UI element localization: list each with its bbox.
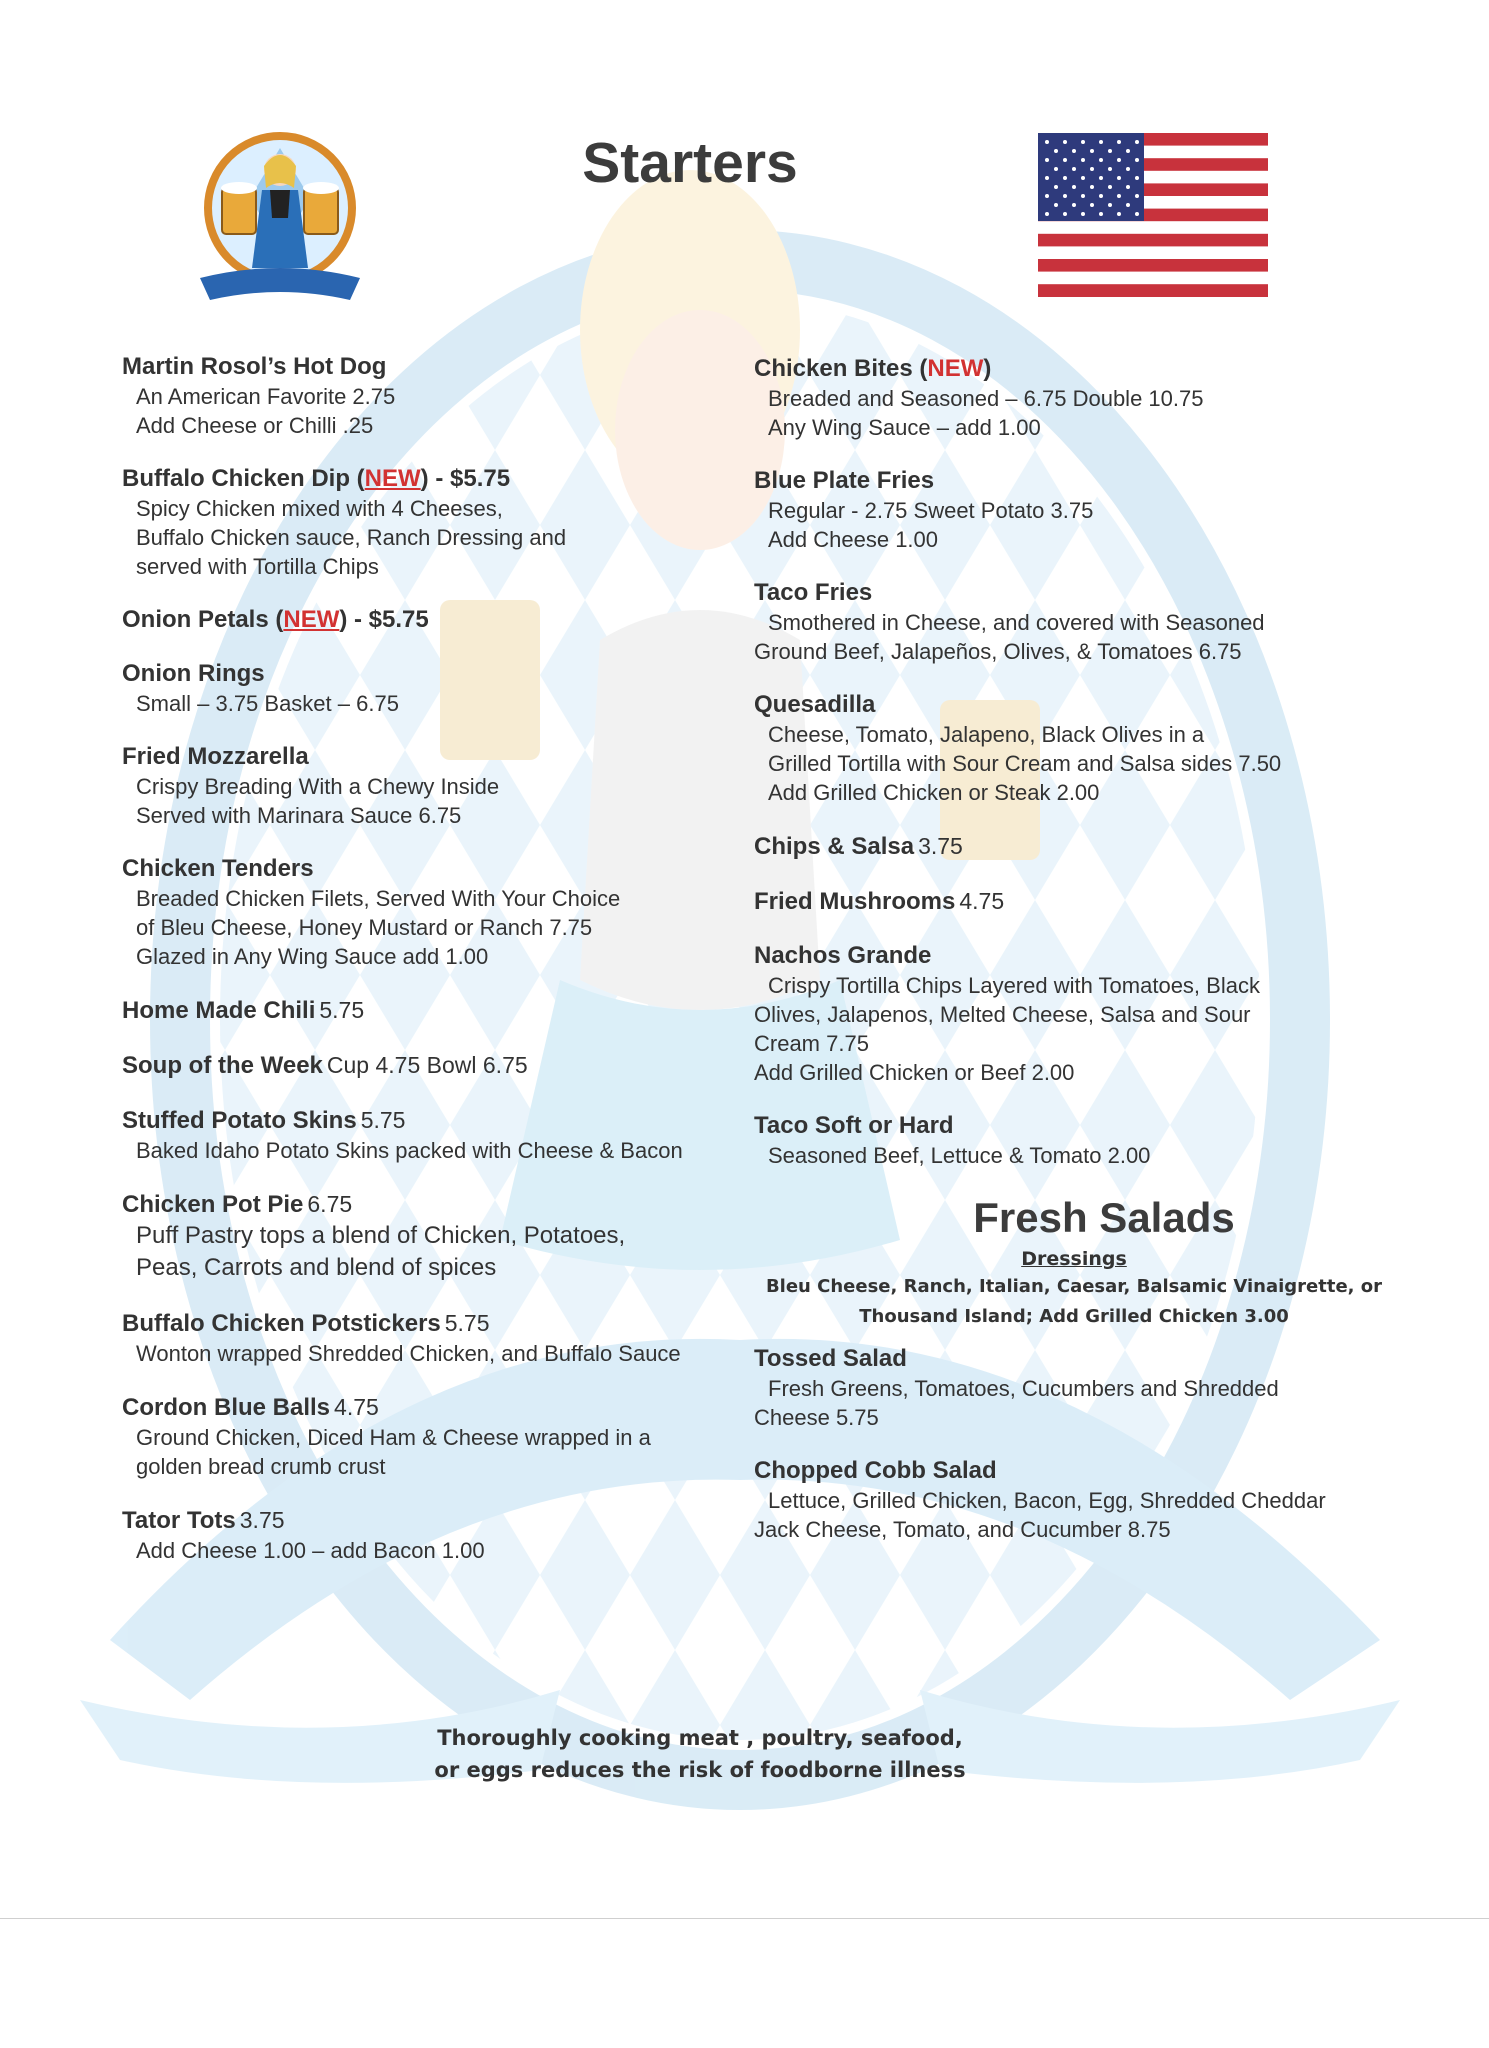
item-desc: Olives, Jalapenos, Melted Cheese, Salsa and Sour (754, 1002, 1251, 1027)
starters-left-column (122, 352, 762, 1589)
menu-item-buffalo-chicken-dip (122, 464, 762, 581)
item-name: Chicken Bites (NEW) (754, 355, 992, 382)
item-price: 4.75 (334, 1394, 379, 1420)
item-desc: Small – 3.75 Basket – 6.75 (136, 691, 399, 716)
menu-item-onion-petals (122, 605, 762, 635)
item-name: Chicken Tenders (122, 855, 314, 882)
menu-item-buffalo-chicken-potstickers (122, 1308, 762, 1368)
menu-item-nachos-grande (754, 941, 1394, 1087)
menu-item-chips-and-salsa (754, 831, 1394, 862)
item-desc: Cream 7.75 (754, 1031, 869, 1056)
menu-item-tossed-salad (754, 1344, 1394, 1432)
dressings-list: Bleu Cheese, Ranch, Italian, Caesar, Balsamic Vinaigrette, or Thousand Island; Add Grilled Chicken 3.00 (765, 1276, 1383, 1327)
new-badge: NEW (364, 465, 421, 492)
menu-item-stuffed-potato-skins (122, 1105, 762, 1165)
item-name: Stuffed Potato Skins 5.75 (122, 1107, 406, 1134)
item-desc: Regular - 2.75 Sweet Potato 3.75 (768, 498, 1094, 523)
item-desc: Add Cheese 1.00 (768, 527, 939, 552)
item-price: 6.75 (307, 1191, 353, 1217)
item-price: 5.75 (360, 1107, 406, 1133)
starters-right-column (754, 354, 1394, 1568)
menu-item-quesadilla (754, 690, 1394, 807)
item-name: Tator Tots 3.75 (122, 1507, 285, 1534)
page-bottom-rule (0, 1918, 1489, 1919)
item-desc: Add Grilled Chicken or Beef 2.00 (754, 1060, 1075, 1085)
menu-item-onion-rings (122, 659, 762, 718)
item-desc: Cheese 5.75 (754, 1405, 879, 1430)
new-badge: NEW (283, 606, 340, 633)
item-name: Home Made Chili 5.75 (122, 997, 365, 1024)
item-desc: Breaded Chicken Filets, Served With Your Choice (136, 886, 621, 911)
item-desc: Served with Marinara Sauce 6.75 (136, 803, 462, 828)
item-desc: Ground Chicken, Diced Ham & Cheese wrapped in a (136, 1425, 651, 1450)
item-name: Soup of the Week Cup 4.75 Bowl 6.75 (122, 1052, 528, 1079)
menu-item-cordon-blue-balls (122, 1392, 762, 1481)
item-name: Chicken Pot Pie 6.75 (122, 1191, 353, 1218)
item-name: Taco Fries (754, 579, 873, 606)
menu-item-taco (754, 1111, 1394, 1170)
menu-item-chicken-pot-pie (122, 1189, 762, 1284)
item-price: 5.75 (319, 997, 365, 1023)
item-name: Fried Mozzarella (122, 743, 309, 770)
item-desc: Baked Idaho Potato Skins packed with Cheese & Bacon (136, 1138, 683, 1163)
food-safety-notice: Thoroughly cooking meat , poultry, seafood, or eggs reduces the risk of foodborne illness (434, 1726, 966, 1782)
item-name: Chopped Cobb Salad (754, 1457, 997, 1484)
item-desc: Wonton wrapped Shredded Chicken, and Buffalo Sauce (136, 1341, 681, 1366)
item-name: Buffalo Chicken Dip (NEW) - $5.75 (122, 465, 511, 492)
item-desc: Peas, Carrots and blend of spices (136, 1254, 497, 1281)
item-name: Chips & Salsa 3.75 (754, 833, 963, 860)
menu-item-home-made-chili (122, 995, 762, 1026)
item-desc: Smothered in Cheese, and covered with Seasoned (768, 610, 1265, 635)
item-desc: served with Tortilla Chips (136, 554, 379, 579)
item-name: Martin Rosol’s Hot Dog (122, 353, 387, 380)
salads-heading: Fresh Salads (973, 1194, 1235, 1241)
item-desc: Cheese, Tomato, Jalapeno, Black Olives in a (768, 722, 1205, 747)
item-desc: Ground Beef, Jalapeños, Olives, & Tomatoes 6.75 (754, 639, 1242, 664)
item-desc: Jack Cheese, Tomato, and Cucumber 8.75 (754, 1517, 1171, 1542)
item-desc: Grilled Tortilla with Sour Cream and Salsa sides 7.50 (768, 751, 1282, 776)
menu-item-fried-mozzarella (122, 742, 762, 830)
item-desc: Glazed in Any Wing Sauce add 1.00 (136, 944, 489, 969)
us-flag-icon (1038, 133, 1268, 297)
item-desc: Lettuce, Grilled Chicken, Bacon, Egg, Shredded Cheddar (768, 1488, 1326, 1513)
item-name: Blue Plate Fries (754, 467, 935, 494)
item-name: Taco Soft or Hard (754, 1112, 954, 1139)
item-name: Nachos Grande (754, 942, 932, 969)
item-name: Cordon Blue Balls 4.75 (122, 1394, 379, 1421)
item-price: 3.75 (239, 1507, 285, 1533)
item-desc: Crispy Tortilla Chips Layered with Tomatoes, Black (768, 973, 1260, 998)
menu-item-hot-dog (122, 352, 762, 440)
item-desc: Breaded and Seasoned – 6.75 Double 10.75 (768, 386, 1204, 411)
page-title: Starters (582, 131, 798, 195)
item-name: Onion Petals (NEW) - $5.75 (122, 606, 429, 633)
item-desc: Crispy Breading With a Chewy Inside (136, 774, 500, 799)
item-desc: Fresh Greens, Tomatoes, Cucumbers and Shredded (768, 1376, 1279, 1401)
item-name: Onion Rings (122, 660, 265, 687)
item-desc: of Bleu Cheese, Honey Mustard or Ranch 7.75 (136, 915, 593, 940)
menu-item-chicken-tenders (122, 854, 762, 971)
item-price: Cup 4.75 Bowl 6.75 (326, 1052, 528, 1078)
menu-item-fried-mushrooms (754, 886, 1394, 917)
item-desc: Any Wing Sauce – add 1.00 (768, 415, 1041, 440)
item-desc: Add Cheese or Chilli .25 (136, 413, 374, 438)
beer-maid-logo-icon (180, 118, 380, 318)
menu-item-blue-plate-fries (754, 466, 1394, 554)
menu-item-soup-of-the-week (122, 1050, 762, 1081)
dressings-heading: Dressings (1021, 1248, 1127, 1270)
new-badge: NEW (927, 355, 984, 382)
item-price: 5.75 (444, 1310, 490, 1336)
item-desc: Add Grilled Chicken or Steak 2.00 (768, 780, 1100, 805)
item-desc: Add Cheese 1.00 – add Bacon 1.00 (136, 1538, 485, 1563)
item-desc: An American Favorite 2.75 (136, 384, 396, 409)
menu-item-taco-fries (754, 578, 1394, 666)
item-desc: Spicy Chicken mixed with 4 Cheeses, (136, 496, 503, 521)
item-price: 3.75 (918, 833, 963, 859)
item-desc: Seasoned Beef, Lettuce & Tomato 2.00 (768, 1143, 1151, 1168)
item-name: Buffalo Chicken Potstickers 5.75 (122, 1310, 490, 1337)
item-price: 4.75 (959, 888, 1005, 914)
menu-item-chopped-cobb-salad (754, 1456, 1394, 1544)
item-name: Quesadilla (754, 691, 876, 718)
item-name: Tossed Salad (754, 1345, 907, 1372)
menu-item-chicken-bites (754, 354, 1394, 442)
item-name: Fried Mushrooms 4.75 (754, 888, 1005, 915)
item-desc: Puff Pastry tops a blend of Chicken, Potatoes, (136, 1222, 626, 1249)
item-desc: Buffalo Chicken sauce, Ranch Dressing and (136, 525, 567, 550)
menu-item-tator-tots (122, 1505, 762, 1565)
item-desc: golden bread crumb crust (136, 1454, 386, 1479)
